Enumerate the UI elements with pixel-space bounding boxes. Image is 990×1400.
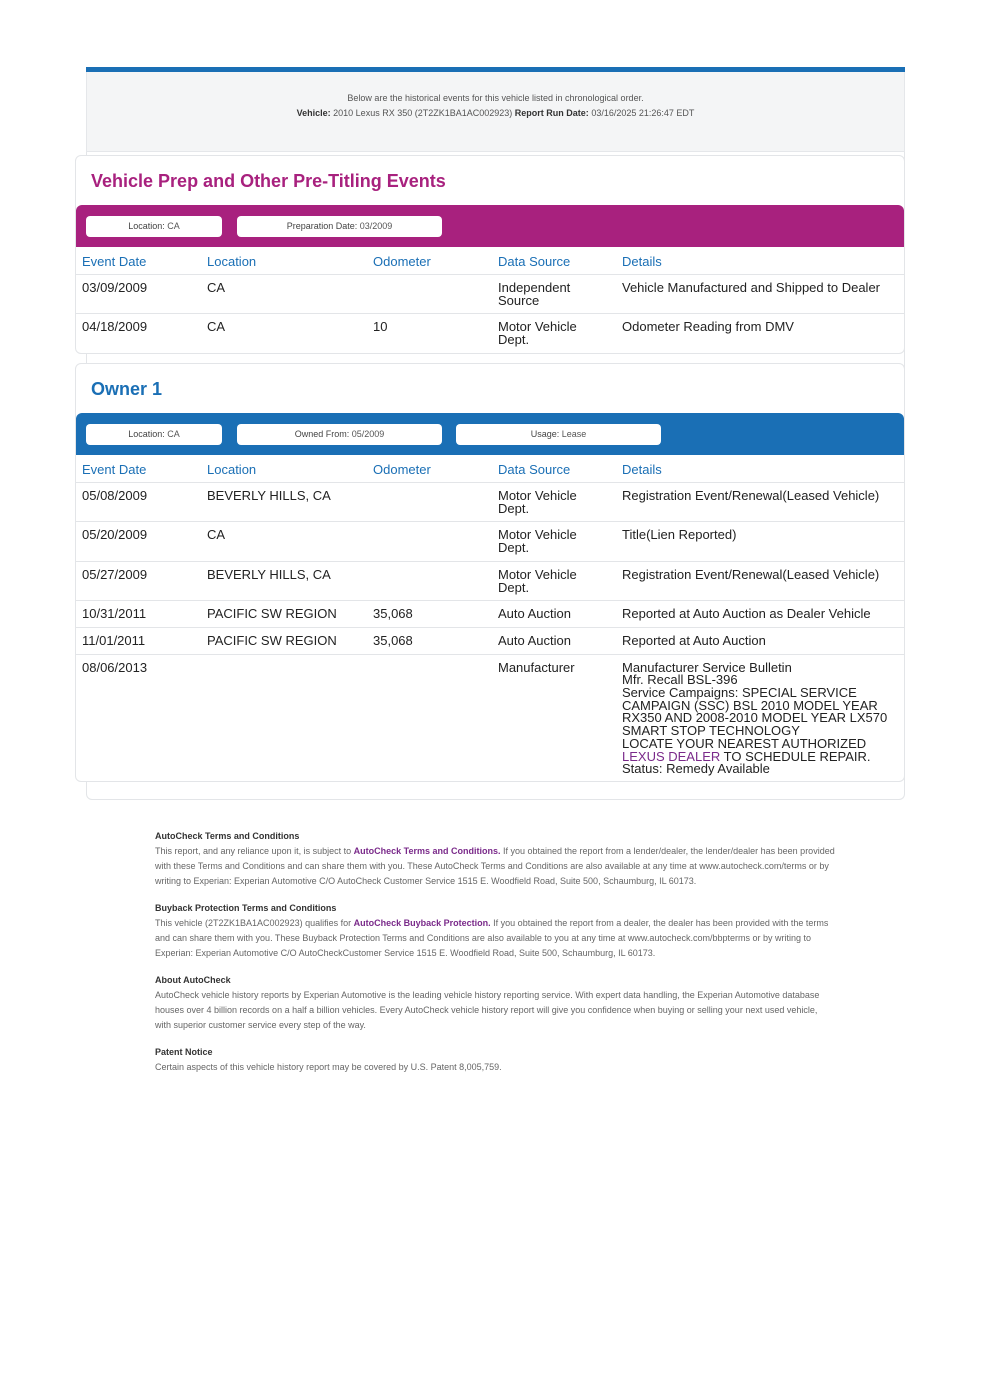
terms-section [155,830,835,1088]
owner-section [75,363,905,782]
autocheck-terms-link[interactable]: AutoCheck Terms and Conditions. [353,846,501,856]
table-row: 05/20/2009 CA Motor Vehicle Dept. Title(Lien Reported) [76,522,904,561]
col-event-date: Event Date [76,248,201,275]
table-row: 10/31/2011 PACIFIC SW REGION 35,068 Auto Auction Reported at Auto Auction as Dealer Vehicle [76,601,904,628]
buyback-heading: Buyback Protection Terms and Conditions [155,903,337,913]
table-row: 05/08/2009 BEVERLY HILLS, CA Motor Vehicle Dept. Registration Event/Renewal(Leased Vehicle) [76,483,904,522]
recall-status: Status: Remedy Available [622,761,770,777]
col-location: Location [201,248,367,275]
report-intro [86,72,905,152]
prep-summary-band [76,205,904,247]
prep-date-pill: Preparation Date: 03/2009 [237,216,442,237]
col-odometer: Odometer [367,456,492,483]
owner-events-table [76,456,904,782]
about-text: AutoCheck vehicle history reports by Experian Automotive is the leading vehicle history reporting service. With expert data handling, the Experian Automotive database houses over 4 billion records on a half a billion vehicles. Every AutoCheck vehicle history report will give you confidence when buying or selling your next used vehicle, with superior customer service every step of the way. [155,990,820,1030]
col-details: Details [616,456,904,483]
vehicle-value: 2010 Lexus RX 350 (2T2ZK1BA1AC002923) [333,108,513,118]
owner-owned-from-pill: Owned From: 05/2009 [237,424,442,445]
table-row: 04/18/2009 CA 10 Motor Vehicle Dept. Odometer Reading from DMV [82,319,794,348]
col-odometer: Odometer [367,248,492,275]
about-heading: About AutoCheck [155,975,231,985]
vehicle-info: Vehicle: 2010 Lexus RX 350 (2T2ZK1BA1AC002923) Report Run Date: 03/16/2025 21:26:47 EDT [296,108,695,118]
patent-text: Certain aspects of this vehicle history report may be covered by U.S. Patent 8,005,759. [155,1062,502,1072]
lexus-dealer-link[interactable]: LEXUS DEALER [622,748,721,764]
table-row: 11/01/2011 PACIFIC SW REGION 35,068 Auto Auction Reported at Auto Auction [76,627,904,654]
buyback-text: This vehicle (2T2ZK1BA1AC002923) qualifies for AutoCheck Buyback Protection. If you obtained the report from a dealer, the dealer has been provided with the terms and can share them with you. These Buyback Protection Terms and Conditions are also available to you at any time at www.autocheck.com/bbpterms or by writing to Experian: Experian Automotive C/O AutoCheckCustomer Service 1515 E. Woodfield Road, Suite 500, Schaumburg, IL 60173. [155,918,829,958]
prep-location-pill: Location: CA [86,216,222,237]
col-data-source: Data Source [492,456,616,483]
prep-section [75,155,905,354]
owner-summary-band [76,413,904,455]
col-location: Location [201,456,367,483]
table-header-row [76,456,904,483]
owner-title: Owner 1 [91,379,163,399]
bulletin-details: Manufacturer Service Bulletin Mfr. Recall BSL-396 Service Campaigns: SPECIAL SERVICE CAMPAIGN (SSC) BSL 2010 MODEL YEAR RX350 AND 2008-2010 MODEL YEAR LX570 SMART STOP TECHNOLOGY LOCATE YOUR NEAREST AUTHORIZED LEXUS DEALER TO SCHEDULE REPAIR. Status: Remedy Available [616,654,904,782]
patent-heading: Patent Notice [155,1047,213,1057]
intro-text: Below are the historical events for this vehicle listed in chronological order. [347,93,644,103]
table-row: 03/09/2009 CA Independent Source Vehicle Manufactured and Shipped to Dealer [76,275,904,314]
owner-location-pill: Location: CA [86,424,222,445]
table-header-row [76,248,904,275]
prep-events-table [76,248,904,353]
col-event-date: Event Date [76,456,201,483]
prep-title: Vehicle Prep and Other Pre-Titling Events [91,171,446,191]
buyback-link[interactable]: AutoCheck Buyback Protection. [353,918,491,928]
autocheck-terms-heading: AutoCheck Terms and Conditions [155,831,300,841]
owner-usage-pill: Usage: Lease [456,424,661,445]
table-row-bulletin: 08/06/2013 Manufacturer Manufacturer Service Bulletin Mfr. Recall BSL-396 Service Campaigns: SPECIAL SERVICE CAMPAIGN (SSC) BSL 2010 MODEL YEAR RX350 AND 2008-2010 MODEL YEAR LX570 SMART STOP TECHNOLOGY LOCATE YOUR NEAREST AUTHORIZED LEXUS DEALER TO SCHEDULE REPAIR. Status: Remedy Available [76,654,904,782]
col-details: Details [616,248,904,275]
col-data-source: Data Source [492,248,616,275]
table-row: 05/27/2009 BEVERLY HILLS, CA Motor Vehicle Dept. Registration Event/Renewal(Leased Vehicle) [76,561,904,600]
autocheck-terms-text: This report, and any reliance upon it, is subject to AutoCheck Terms and Conditions. If you obtained the report from a lender/dealer, the lender/dealer has been provided with these Terms and Conditions and can share them with you. These AutoCheck Terms and Conditions are also available at any time at www.autocheck.com/terms or by writing to Experian: Experian Automotive C/O AutoCheck Customer Service 1515 E. Woodfield Road, Suite 500, Schaumburg, IL 60173. [155,846,835,886]
run-date-value: 03/16/2025 21:26:47 EDT [591,108,695,118]
